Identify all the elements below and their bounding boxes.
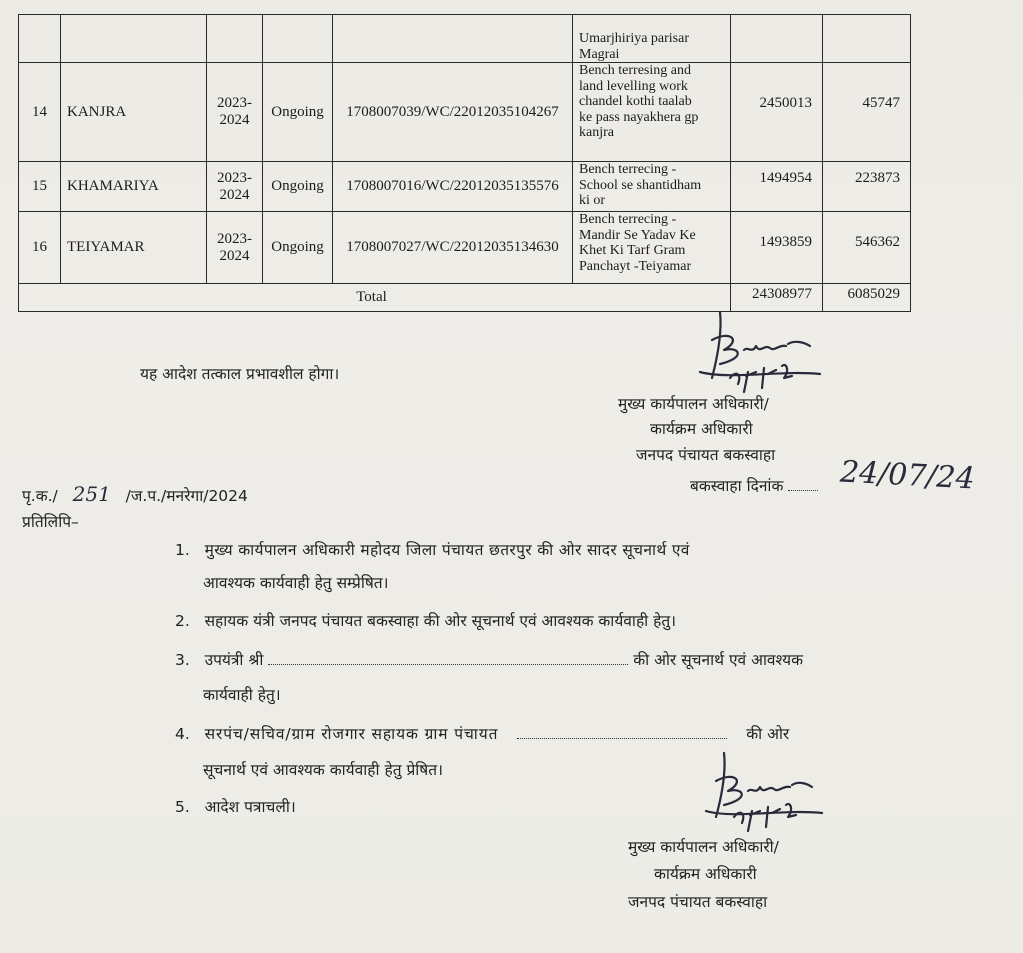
work-line: kanjra xyxy=(579,125,614,140)
work-line: ke pass nayakhera gp xyxy=(579,109,699,125)
reference-line xyxy=(22,482,248,506)
amount-1: 1493859 xyxy=(731,212,823,284)
panchayat-name: KANJRA xyxy=(61,63,207,162)
date-handwritten: 24/07/24 xyxy=(839,454,976,497)
serial-number: 15 xyxy=(19,162,61,212)
copy-text: उपयंत्री श्री xyxy=(204,651,264,669)
copy-item-1-cont: आवश्यक कार्यवाही हेतु सम्प्रेषित। xyxy=(203,574,389,592)
copy-text: मुख्य कार्यपालन अधिकारी महोदय जिला पंचायत छतरपुर की ओर सादर सूचनार्थ एवं xyxy=(204,541,690,559)
signatory-1-office: जनपद पंचायत बकस्वाहा xyxy=(636,446,776,464)
copy-text: सहायक यंत्री जनपद पंचायत बकस्वाहा की ओर सूचनार्थ एवं आवश्यक कार्यवाही हेतु। xyxy=(204,612,677,630)
copy-text: की ओर xyxy=(746,725,790,743)
amount-2: 45747 xyxy=(823,63,911,162)
signatory-1-role: कार्यक्रम अधिकारी xyxy=(650,420,753,438)
copy-text: की ओर सूचनार्थ एवं आवश्यक xyxy=(633,651,804,669)
panchayat-name: KHAMARIYA xyxy=(61,162,207,212)
work-code: 1708007016/WC/22012035135576 xyxy=(333,162,573,212)
signatory-1-title: मुख्य कार्यपालन अधिकारी/ xyxy=(618,395,769,413)
copy-item-4 xyxy=(175,722,789,744)
work-line: Mandir Se Yadav Ke xyxy=(579,227,696,243)
work-line: Bench terrecing - xyxy=(579,212,677,227)
total-label: Total xyxy=(19,284,731,312)
signatory-2-title: मुख्य कार्यपालन अधिकारी/ xyxy=(628,838,779,856)
total-amount-2: 6085029 xyxy=(823,284,911,312)
copy-num: 5. xyxy=(175,798,190,816)
date-label: बकस्वाहा दिनांक xyxy=(690,477,784,495)
ref-suffix: /ज.प./मनरेगा/2024 xyxy=(125,487,248,505)
work-line: chandel kothi taalab xyxy=(579,94,692,109)
panchayat-name: TEIYAMAR xyxy=(61,212,207,284)
copy-item-5 xyxy=(175,795,296,817)
work-line: land levelling work xyxy=(579,78,688,94)
table-row xyxy=(19,15,911,63)
copy-item-3-cont: कार्यवाही हेतु। xyxy=(203,686,281,704)
date-line xyxy=(690,474,818,496)
copy-num: 1. xyxy=(175,541,190,559)
year-end: 2024 xyxy=(219,112,250,128)
serial-number: 14 xyxy=(19,63,61,162)
year-start: 2023- xyxy=(217,95,252,111)
work-line: Bench terrecing - xyxy=(579,162,677,177)
ref-prefix: पृ.क./ xyxy=(22,487,58,505)
year-start: 2023- xyxy=(217,169,252,186)
status-cell: Ongoing xyxy=(263,162,333,212)
copy-item-2 xyxy=(175,609,676,631)
work-line: ki or xyxy=(579,193,606,208)
ref-number: 251 xyxy=(72,482,111,506)
year-end: 2024 xyxy=(219,247,250,264)
table-row xyxy=(19,162,911,212)
copy-item-1 xyxy=(175,538,690,560)
order-effective-text: यह आदेश तत्काल प्रभावशील होगा। xyxy=(140,365,340,383)
work-line: Khet Ki Tarf Gram xyxy=(579,243,686,258)
works-table xyxy=(18,14,911,312)
copy-num: 4. xyxy=(175,725,190,743)
copy-text: सरपंच/सचिव/ग्राम रोजगार सहायक ग्राम पंचायत xyxy=(204,725,499,743)
signatory-2-office: जनपद पंचायत बकस्वाहा xyxy=(628,893,768,911)
year-start: 2023- xyxy=(217,230,252,247)
work-line: Bench terresing and xyxy=(579,63,691,78)
signature-1 xyxy=(690,300,840,400)
amount-1: 2450013 xyxy=(731,63,823,162)
serial-number: 16 xyxy=(19,212,61,284)
table-row xyxy=(19,212,911,284)
work-code: 1708007027/WC/22012035134630 xyxy=(333,212,573,284)
work-line: Panchayt -Teiyamar xyxy=(579,258,692,274)
copy-num: 3. xyxy=(175,651,190,669)
amount-2: 546362 xyxy=(823,212,911,284)
amount-2: 223873 xyxy=(823,162,911,212)
work-code: 1708007039/WC/22012035104267 xyxy=(333,63,573,162)
signature-2 xyxy=(698,745,838,840)
year-end: 2024 xyxy=(219,186,250,203)
amount-1: 1494954 xyxy=(731,162,823,212)
total-amount-1: 24308977 xyxy=(731,284,823,312)
copy-text: आदेश पत्राचली। xyxy=(204,798,296,816)
table-row xyxy=(19,63,911,162)
status-cell: Ongoing xyxy=(263,212,333,284)
copy-item-4-cont: सूचनार्थ एवं आवश्यक कार्यवाही हेतु प्रेषित। xyxy=(203,761,443,779)
signatory-2-role: कार्यक्रम अधिकारी xyxy=(654,865,757,883)
work-line: Magrai xyxy=(579,46,620,62)
work-line: School se shantidham xyxy=(579,177,702,193)
status-cell: Ongoing xyxy=(263,63,333,162)
work-line: Umarjhiriya parisar xyxy=(579,31,690,46)
copy-num: 2. xyxy=(175,612,190,630)
copy-label: प्रतिलिपि– xyxy=(22,513,79,531)
copy-item-3 xyxy=(175,648,803,670)
